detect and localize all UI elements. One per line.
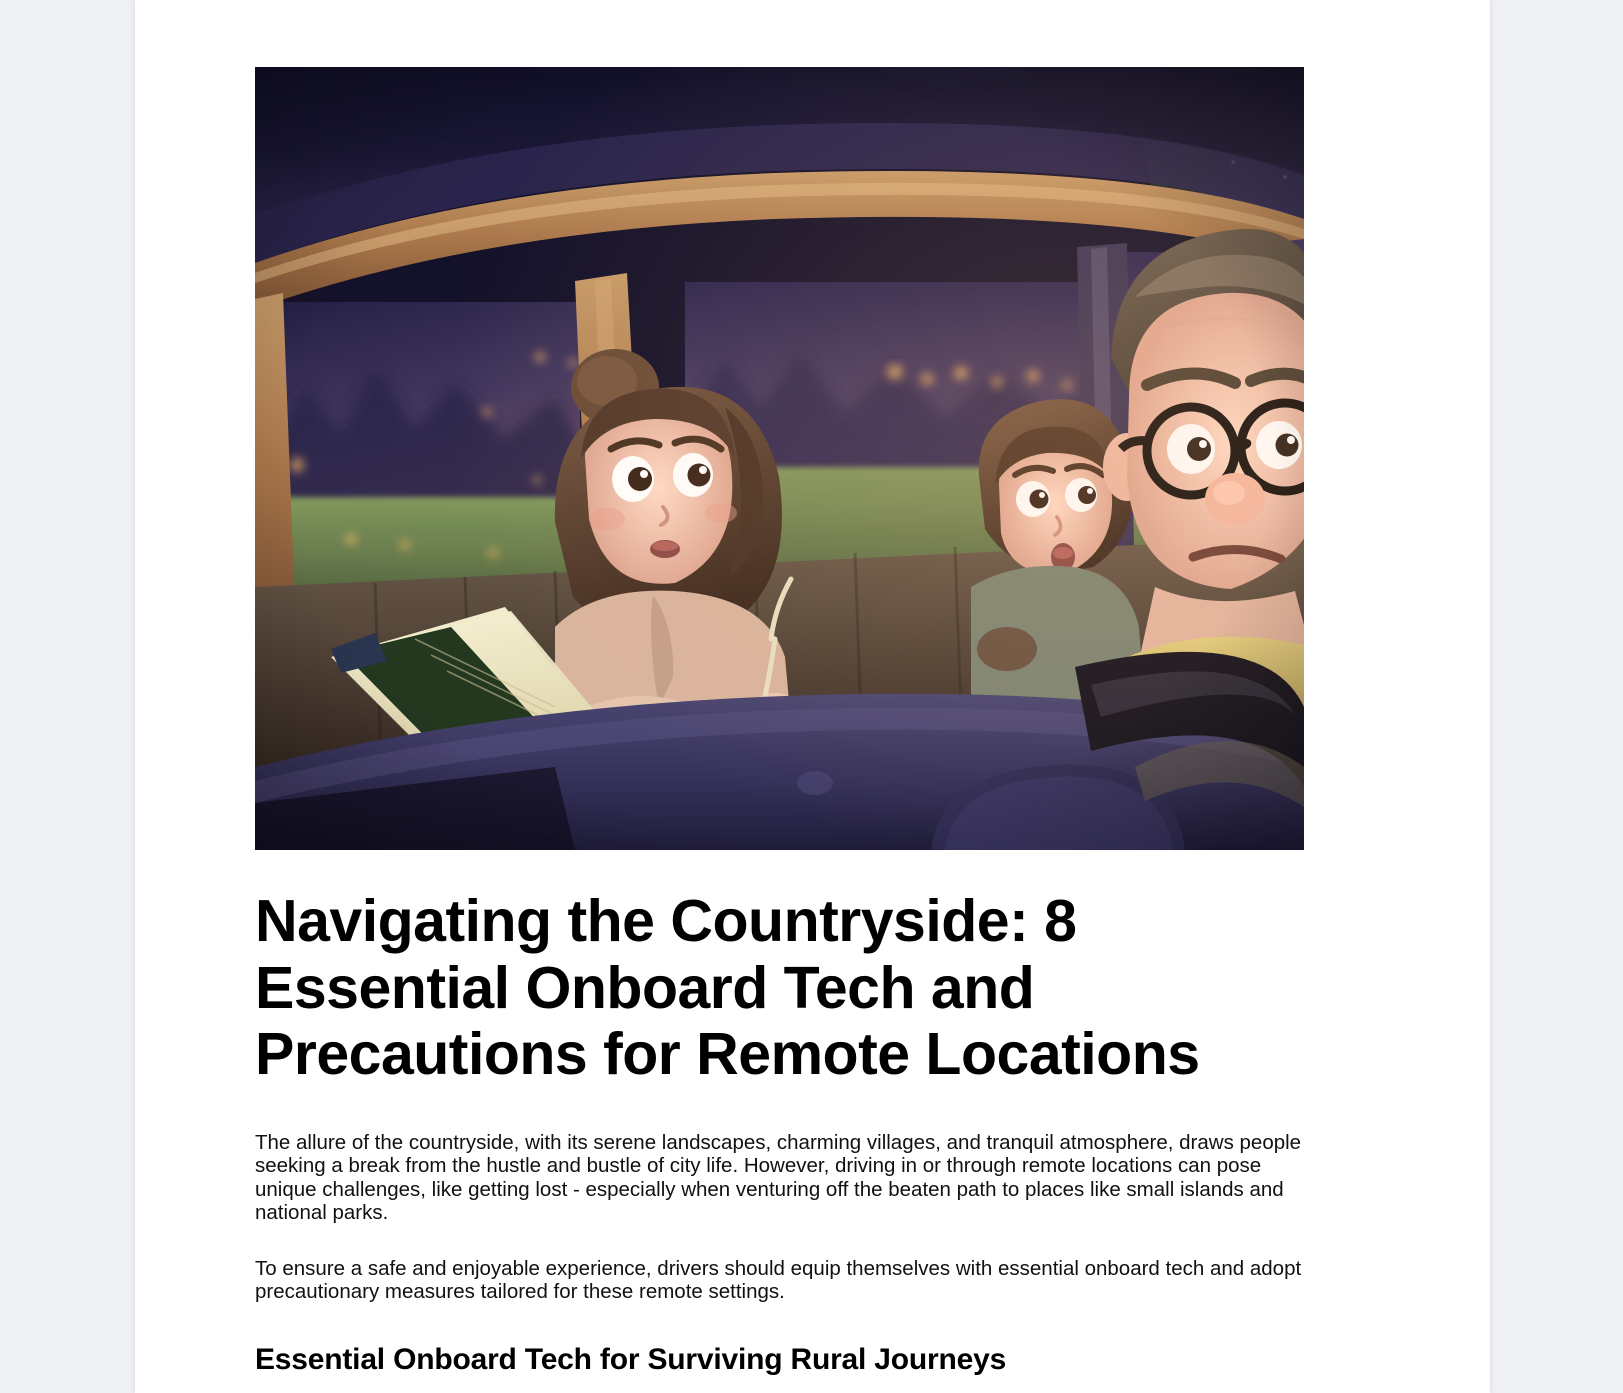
hero-illustration-graphic bbox=[255, 67, 1304, 850]
article-paragraph-2: To ensure a safe and enjoyable experience, drivers should equip themselves with essential onboard tech and adopt precautionary measures tailored for these remote settings. bbox=[255, 1256, 1302, 1304]
page-title: Navigating the Countryside: 8 Essential Onboard Tech and Precautions for Remote Locations bbox=[255, 888, 1200, 1088]
article-page-sheet bbox=[135, 0, 1490, 1393]
hero-illustration bbox=[255, 67, 1304, 850]
section-heading: Essential Onboard Tech for Surviving Rural Journeys bbox=[255, 1342, 1007, 1376]
article-container bbox=[255, 0, 1304, 1378]
article-paragraph-1: The allure of the countryside, with its serene landscapes, charming villages, and tranquil atmosphere, draws people seeking a break from the hustle and bustle of city life. However, driving in or through remote locations can pose unique challenges, like getting lost - especially when venturing off the beaten path to places like small islands and national parks. bbox=[255, 1130, 1302, 1225]
